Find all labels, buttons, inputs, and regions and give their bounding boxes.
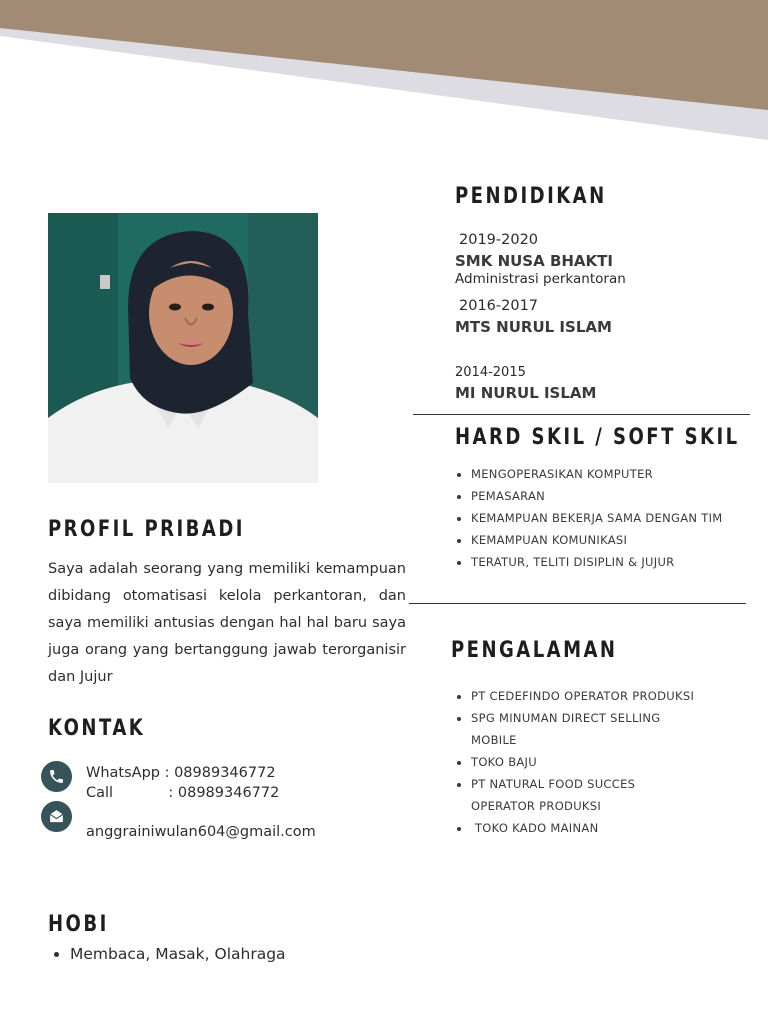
list-item: • SPG MINUMAN DIRECT SELLING MOBILE <box>471 707 701 751</box>
list-item: • TOKO KADO MAINAN <box>471 817 701 839</box>
email-icon <box>41 801 72 832</box>
list-item: • PEMASARAN <box>471 485 746 507</box>
call-number: Call : 08989346772 <box>86 785 280 801</box>
hobby-heading: HOBI <box>48 912 109 937</box>
hobby-list <box>48 945 286 963</box>
education-major-1: Administrasi perkantoran <box>455 271 626 287</box>
list-item: • PT NATURAL FOOD SUCCES OPERATOR PRODUKSI <box>471 773 701 817</box>
hobby-item: • Membaca, Masak, Olahraga <box>70 945 286 963</box>
list-item: • KEMAMPUAN BEKERJA SAMA DENGAN TIM <box>471 507 746 529</box>
experience-heading: PENGALAMAN <box>451 638 618 663</box>
education-years-3: 2014-2015 <box>455 365 526 380</box>
education-school-1: SMK NUSA BHAKTI <box>455 252 613 270</box>
education-school-3: MI NURUL ISLAM <box>455 384 597 402</box>
list-item: • KEMAMPUAN KOMUNIKASI <box>471 529 746 551</box>
experience-list <box>455 685 701 839</box>
phone-icon <box>41 761 72 792</box>
banner-brown-band <box>0 0 768 110</box>
list-item: • TOKO BAJU <box>471 751 701 773</box>
whatsapp-number: WhatsApp : 08989346772 <box>86 765 276 781</box>
profile-photo <box>48 213 318 483</box>
education-school-2: MTS NURUL ISLAM <box>455 318 612 336</box>
list-item: • TERATUR, TELITI DISIPLIN & JUJUR <box>471 551 746 573</box>
skills-list <box>455 463 746 573</box>
education-years-2: 2016-2017 <box>459 298 539 314</box>
list-item: • PT CEDEFINDO OPERATOR PRODUKSI <box>471 685 701 707</box>
contact-heading: KONTAK <box>48 716 146 741</box>
education-heading: PENDIDIKAN <box>455 184 607 209</box>
section-divider <box>409 603 746 604</box>
profile-heading: PROFIL PRIBADI <box>48 517 245 542</box>
email-address[interactable]: anggrainiwulan604@gmail.com <box>86 824 316 840</box>
header-banner <box>0 0 768 150</box>
list-item: • MENGOPERASIKAN KOMPUTER <box>471 463 746 485</box>
education-years-1: 2019-2020 <box>459 232 539 248</box>
profile-description: Saya adalah seorang yang memiliki kemampuan dibidang otomatisasi kelola perkantoran, dan saya memiliki antusias dengan hal hal baru saya juga orang yang bertanggung jawab terorganisir dan Jujur <box>48 561 406 685</box>
skills-heading: HARD SKIL / SOFT SKIL <box>455 425 740 450</box>
section-divider <box>413 414 750 415</box>
